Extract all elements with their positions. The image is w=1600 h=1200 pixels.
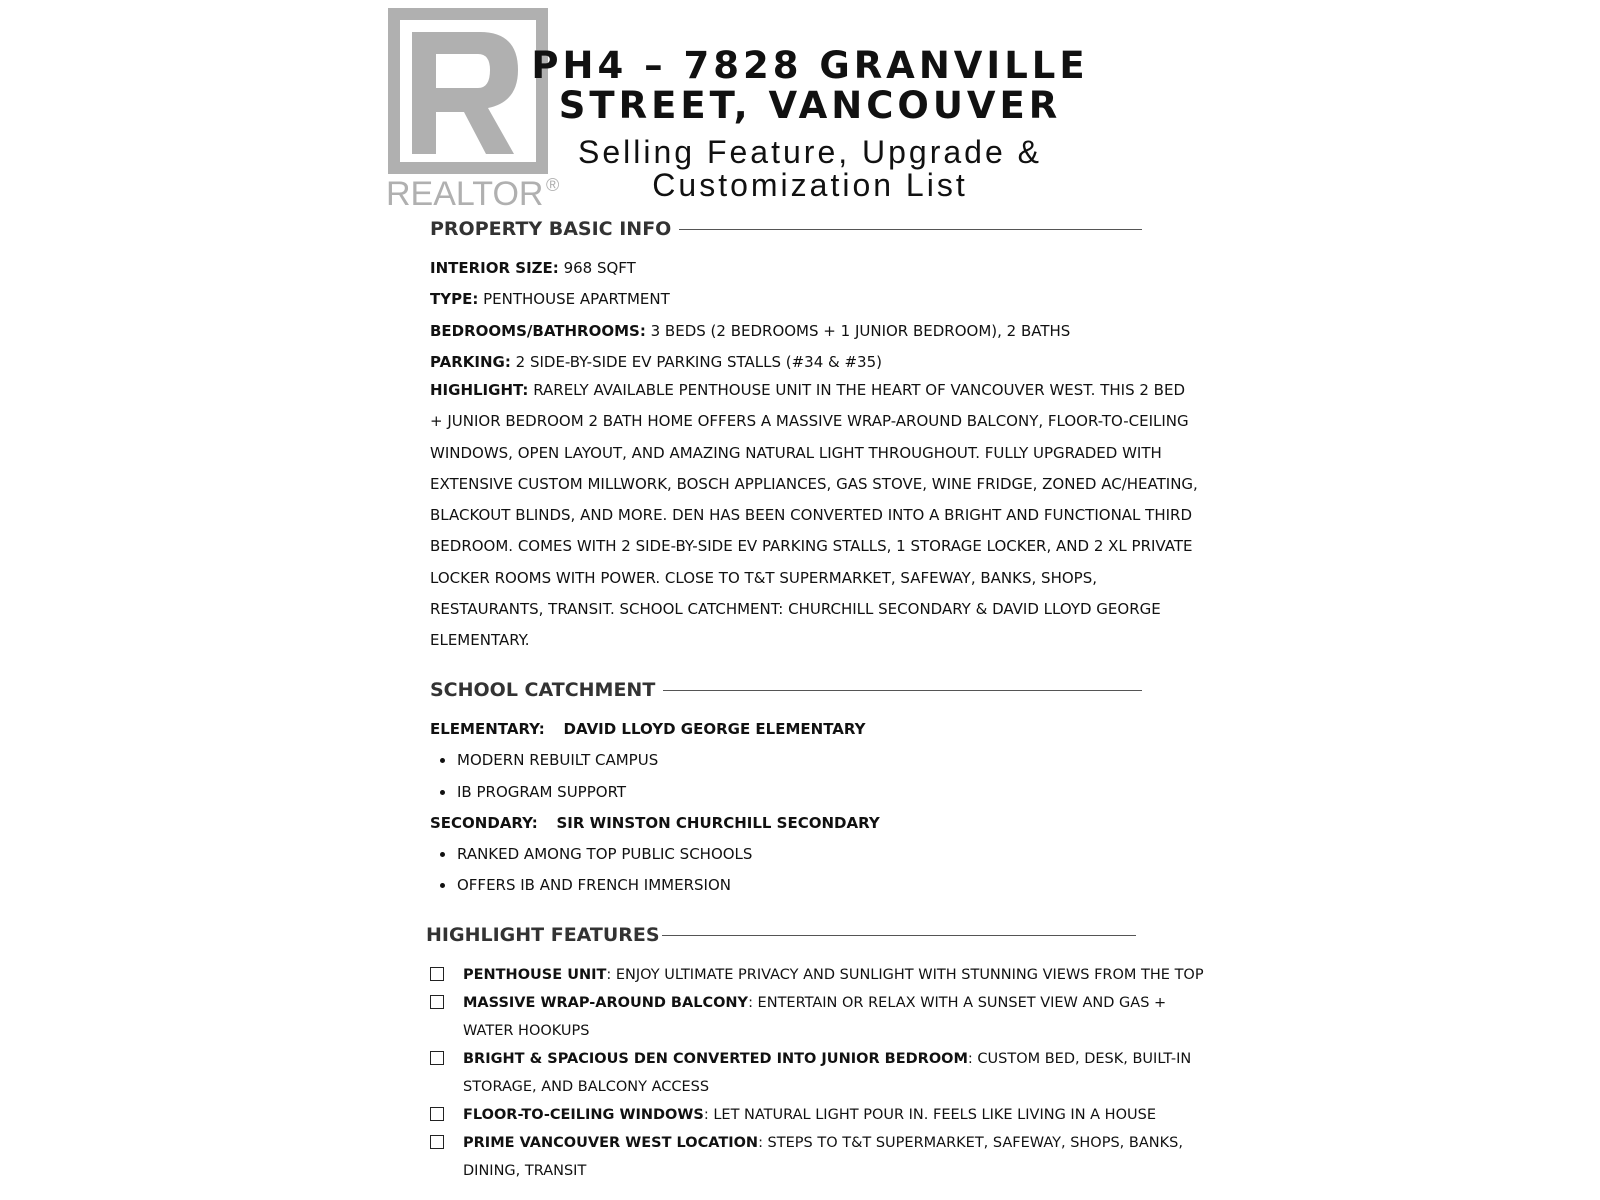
- subtitle-line-1: Selling Feature, Upgrade &: [578, 134, 1042, 170]
- feature-title: BRIGHT & SPACIOUS DEN CONVERTED INTO JUNIOR BEDROOM: [463, 1051, 968, 1067]
- feature-checkbox[interactable]: [430, 1135, 444, 1149]
- heading-divider: [663, 690, 1142, 691]
- interior-size-value: 968 SQFT: [563, 259, 636, 277]
- interior-size-row: [430, 253, 1070, 284]
- heading-divider: [662, 935, 1136, 936]
- feature-title: FLOOR-TO-CEILING WINDOWS: [463, 1107, 704, 1123]
- features-list: [430, 961, 1210, 1185]
- elementary-name: DAVID LLOYD GEORGE ELEMENTARY: [563, 720, 866, 738]
- feature-item: [430, 989, 1210, 1045]
- secondary-name: SIR WINSTON CHURCHILL SECONDARY: [556, 813, 880, 832]
- feature-item: [430, 1045, 1210, 1101]
- feature-desc: : CUSTOM BED, DESK, BUILT-IN STORAGE, AND BALCONY ACCESS: [463, 1051, 1192, 1095]
- type-label: TYPE:: [430, 290, 479, 309]
- feature-checkbox[interactable]: [430, 995, 444, 1009]
- realtor-logo-text: REALTOR: [386, 175, 544, 213]
- title-line-2: STREET, VANCOUVER: [558, 84, 1062, 127]
- highlight-text: RARELY AVAILABLE PENTHOUSE UNIT IN THE HEART OF VANCOUVER WEST. THIS 2 BED + JUNIOR BEDROOM 2 BATH HOME OFFERS A MASSIVE WRAP-AROUND BALCONY, FLOOR-TO-CEILING WINDOWS, OPEN LAYOUT, AND AMAZING NATURAL LIGHT THROUGHOUT. FULLY UPGRADED WITH EXTENSIVE CUSTOM MILLWORK, BOSCH APPLIANCES, GAS STOVE, WINE FRIDGE, ZONED AC/HEATING, BLACKOUT BLINDS, AND MORE. DEN HAS BEEN CONVERTED INTO A BRIGHT AND FUNCTIONAL THIRD BEDROOM. COMES WITH 2 SIDE-BY-SIDE EV PARKING STALLS, 1 STORAGE LOCKER, AND 2 XL PRIVATE LOCKER ROOMS WITH POWER. CLOSE TO T&T SUPERMARKET, SAFEWAY, BANKS, SHOPS, RESTAURANTS, TRANSIT. SCHOOL CATCHMENT: CHURCHILL SECONDARY & DAVID LLOYD GEORGE ELEMENTARY.: [430, 381, 1198, 650]
- bedbath-value: 3 BEDS (2 BEDROOMS + 1 JUNIOR BEDROOM), 2 BATHS: [650, 321, 1071, 340]
- list-item: IB PROGRAM SUPPORT: [430, 777, 880, 808]
- basic-info-list: [430, 253, 1070, 378]
- type-row: [430, 284, 1070, 315]
- parking-label: PARKING:: [430, 352, 511, 371]
- feature-item: [430, 1129, 1210, 1185]
- feature-item: [430, 1101, 1210, 1129]
- secondary-label: SECONDARY:: [430, 813, 538, 832]
- parking-row: [430, 347, 1070, 378]
- feature-checkbox[interactable]: [430, 1107, 444, 1121]
- features-heading-text: HIGHLIGHT FEATURES: [426, 924, 660, 946]
- feature-desc: : STEPS TO T&T SUPERMARKET, SAFEWAY, SHOPS, BANKS, DINING, TRANSIT: [463, 1135, 1183, 1179]
- feature-title: MASSIVE WRAP-AROUND BALCONY: [463, 995, 749, 1011]
- feature-desc: : LET NATURAL LIGHT POUR IN. FEELS LIKE LIVING IN A HOUSE: [703, 1107, 1156, 1123]
- bedbath-row: [430, 316, 1070, 347]
- school-heading: [430, 679, 1142, 701]
- feature-desc: : ENTERTAIN OR RELAX WITH A SUNSET VIEW AND GAS + WATER HOOKUPS: [463, 995, 1167, 1039]
- registered-mark: ®: [546, 175, 560, 195]
- type-value: PENTHOUSE APARTMENT: [483, 290, 670, 309]
- feature-title: PRIME VANCOUVER WEST LOCATION: [463, 1135, 759, 1151]
- list-item: OFFERS IB AND FRENCH IMMERSION: [430, 870, 880, 901]
- highlight-label: HIGHLIGHT:: [430, 381, 529, 399]
- feature-checkbox[interactable]: [430, 1051, 444, 1065]
- interior-size-label: INTERIOR SIZE:: [430, 259, 559, 277]
- list-item: MODERN REBUILT CAMPUS: [430, 745, 880, 776]
- list-item: RANKED AMONG TOP PUBLIC SCHOOLS: [430, 839, 880, 870]
- title-line-1: PH4 – 7828 GRANVILLE: [531, 44, 1089, 87]
- heading-divider: [679, 229, 1142, 230]
- school-heading-text: SCHOOL CATCHMENT: [430, 679, 656, 701]
- feature-item: [430, 961, 1210, 989]
- highlight-paragraph: [430, 375, 1200, 657]
- feature-title: PENTHOUSE UNIT: [463, 967, 607, 983]
- elementary-row: [430, 714, 880, 745]
- parking-value: 2 SIDE-BY-SIDE EV PARKING STALLS (#34 & #35): [515, 352, 882, 371]
- secondary-row: [430, 808, 880, 839]
- feature-desc: : ENJOY ULTIMATE PRIVACY AND SUNLIGHT WITH STUNNING VIEWS FROM THE TOP: [606, 967, 1204, 983]
- elementary-label: ELEMENTARY:: [430, 720, 545, 738]
- feature-checkbox[interactable]: [430, 967, 444, 981]
- page-title: [430, 46, 1190, 126]
- basic-info-heading-text: PROPERTY BASIC INFO: [430, 218, 672, 240]
- subtitle-line-2: Customization List: [652, 167, 968, 203]
- basic-info-heading: [430, 218, 1142, 240]
- school-list: [430, 714, 880, 902]
- features-heading: [426, 924, 1136, 946]
- bedbath-label: BEDROOMS/BATHROOMS:: [430, 321, 646, 340]
- page-subtitle: [430, 136, 1190, 202]
